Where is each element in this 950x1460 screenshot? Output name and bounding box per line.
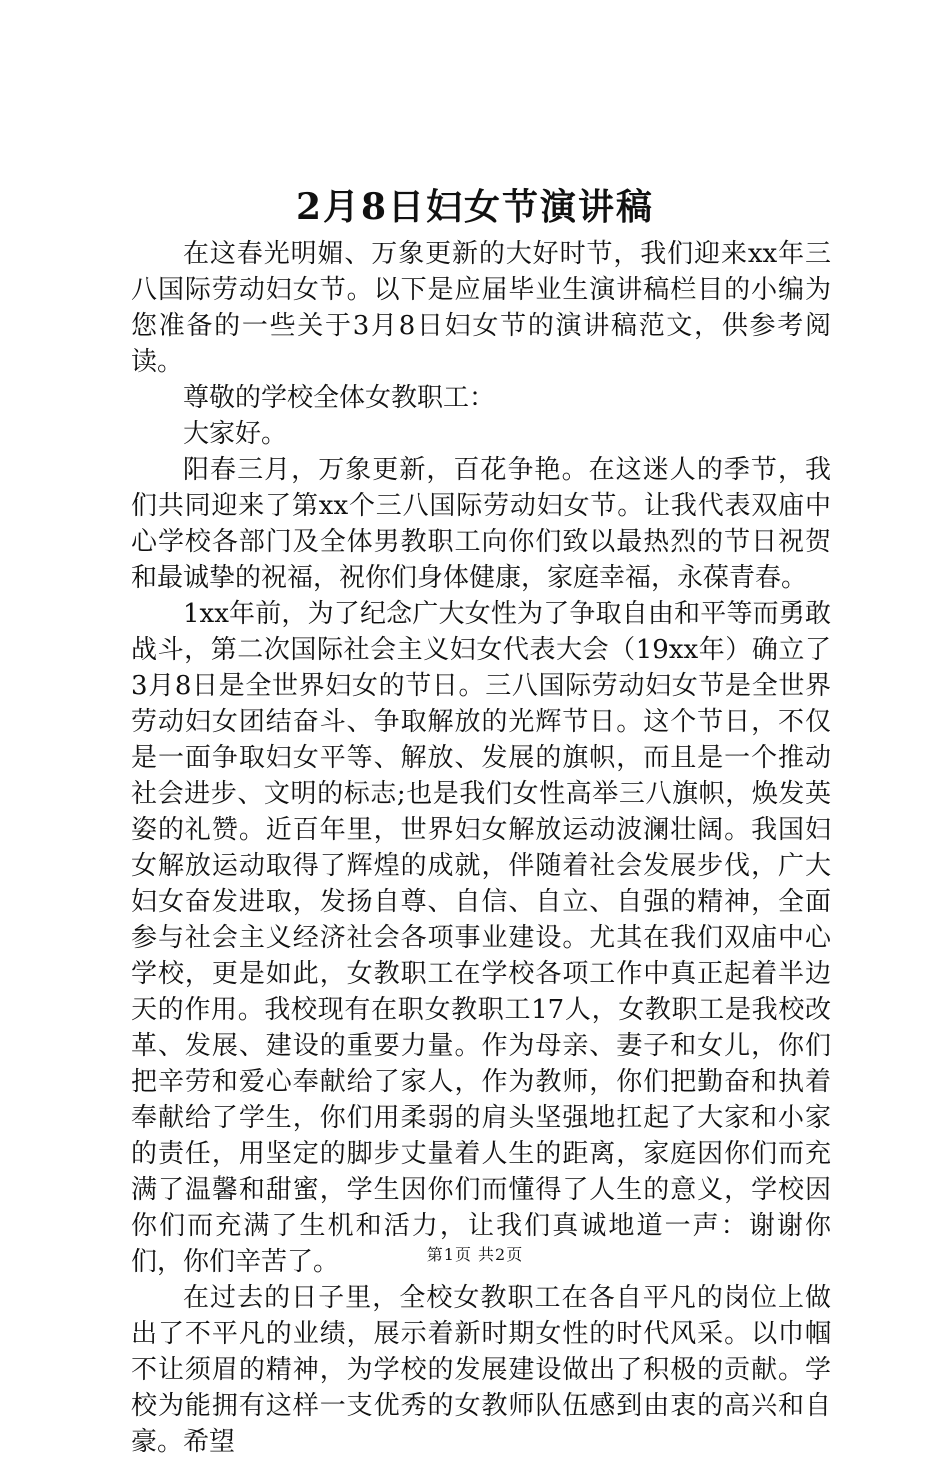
paragraph-intro: 在这春光明媚、万象更新的大好时节，我们迎来xx年三八国际劳动妇女节。以下是应届毕业生演讲稿栏目的小编为您准备的一些关于3月8日妇女节的演讲稿范文，供参考阅读。	[131, 239, 831, 377]
paragraph-greeting: 大家好。	[183, 419, 288, 449]
page-footer: 第1页 共2页	[426, 1245, 524, 1264]
paragraph-history: 1xx年前，为了纪念广大女性为了争取自由和平等而勇敢战斗，第二次国际社会主义妇女代表大会（19xx年）确立了3月8日是全世界妇女的节日。三八国际劳动妇女节是全世界劳动妇女团结奋斗、争取解放的光辉节日。这个节日，不仅是一面争取妇女平等、解放、发展的旗帜，而且是一个推动社会进步、文明的标志;也是我们女性高举三八旗帜，焕发英姿的礼赞。近百年里，世界妇女解放运动波澜壮阔。我国妇女解放运动取得了辉煌的成就，伴随着社会发展步伐，广大妇女奋发进取，发扬自尊、自信、自立、自强的精神，全面参与社会主义经济社会各项事业建设。尤其在我们双庙中心学校，更是如此，女教职工在学校各项工作中真正起着半边天的作用。我校现有在职女教职工17人，女教职工是我校改革、发展、建设的重要力量。作为母亲、妻子和女儿，你们把辛劳和爱心奉献给了家人，作为教师，你们把勤奋和执着奉献给了学生，你们用柔弱的肩头坚强地扛起了大家和小家的责任，用坚定的脚步丈量着人生的距离，家庭因你们而充满了温馨和甜蜜，学生因你们而懂得了人生的意义，学校因你们而充满了生机和活力，让我们真诚地道一声：谢谢你们，你们辛苦了。	[131, 599, 831, 1277]
document-title: 2月8日妇女节演讲稿	[295, 186, 655, 228]
paragraph-spring: 阳春三月，万象更新，百花争艳。在这迷人的季节，我们共同迎来了第xx个三八国际劳动妇女节。让我代表双庙中心学校各部门及全体男教职工向你们致以最热烈的节日祝贺和最诚挚的祝福，祝你们身体健康，家庭幸福，永葆青春。	[131, 455, 831, 593]
paragraph-past: 在过去的日子里，全校女教职工在各自平凡的岗位上做出了不平凡的业绩，展示着新时期女性的时代风采。以巾帼不让须眉的精神，为学校的发展建设做出了积极的贡献。学校为能拥有这样一支优秀的女教师队伍感到由衷的高兴和自豪。希望	[131, 1283, 831, 1457]
document-body	[131, 236, 831, 1460]
paragraph-salutation: 尊敬的学校全体女教职工：	[183, 383, 496, 413]
